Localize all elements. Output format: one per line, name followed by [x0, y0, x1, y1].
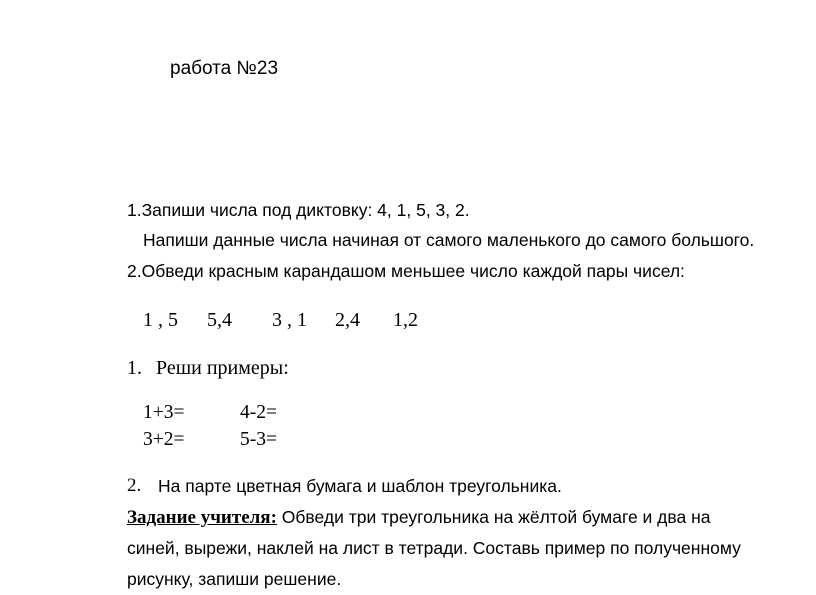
teacher-task-label: Задание учителя:	[127, 507, 277, 528]
task3-heading	[127, 357, 289, 380]
task1-line2: Напиши данные числа начиная от самого маленького до самого большого.	[143, 230, 755, 250]
example: 3+2=	[143, 429, 185, 450]
number-pair: 1 , 5	[143, 309, 178, 331]
teacher-task-paragraph	[127, 502, 767, 595]
task3-heading-text: Реши примеры:	[156, 357, 289, 379]
number-pair: 2,4	[335, 309, 360, 331]
number-pair: 1,2	[393, 309, 418, 331]
example: 5-3=	[240, 429, 277, 450]
number-pair: 5,4	[207, 309, 232, 331]
task3-number: 1.	[127, 357, 142, 379]
task4-text: На парте цветная бумага и шаблон треугольника.	[158, 476, 562, 496]
task4-number: 2.	[127, 475, 142, 496]
page-title: работа №23	[170, 58, 279, 79]
example: 4-2=	[240, 402, 277, 423]
task2-line: 2.Обведи красным карандашом меньшее число каждой пары чисел:	[127, 261, 685, 281]
teacher-task-body: Обведи три треугольника на жёлтой бумаге и два на синей, вырежи, наклей на лист в тетради. Составь пример по полученному рисунку, запиши решение.	[127, 507, 741, 589]
example: 1+3=	[143, 402, 185, 423]
task1-line1: 1.Запиши числа под диктовку: 4, 1, 5, 3, 2.	[127, 200, 470, 220]
number-pair: 3 , 1	[272, 309, 307, 331]
